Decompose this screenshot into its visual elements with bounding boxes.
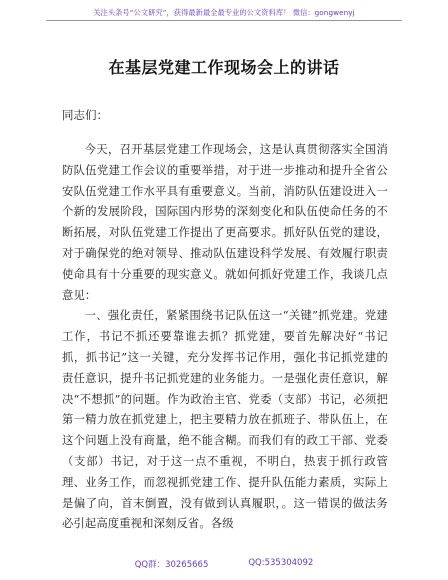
header-divider xyxy=(46,20,402,21)
footer-qq: QQ:535304092 xyxy=(248,558,314,568)
document-body xyxy=(62,140,388,535)
document-title: 在基层党建工作现场会上的讲话 xyxy=(108,58,340,77)
footer-contact xyxy=(0,558,448,570)
header-promo-note: 关注头条号“公文研究”，获得最新最全最专业的公文资料库！ 微信：gongwenyj xyxy=(93,8,355,17)
salutation: 同志们： xyxy=(62,108,108,122)
footer-qq-group: QQ群：30265665 xyxy=(134,560,209,570)
paragraph-intro: 今天，召开基层党建工作现场会，这是认真贯彻落实全国消防队伍党建工作会议的重要举措，对于进一步推动和提升全省公安队伍党建工作水平具有重要意义。当前，消防队伍建设进入一个新的发展阶段，国际国内形势的深刻变化和队伍使命任务的不断拓展，对队伍党建工作提出了更高要求。抓好队伍党的建设，对于确保党的绝对领导、推动队伍建设科学发展、有效履行职责使命具有十分重要的现实意义。就如何抓好党建工作，我谈几点意见： xyxy=(62,143,388,302)
paragraph-section-one: 一、强化责任，紧紧围绕书记队伍这一“关键”抓党建。党建工作，书记不抓还要靠谁去抓？抓党建，要首先解决好“书记抓，抓书记”这一关键，充分发挥书记作用，强化书记抓党建的责任意识，提升书记抓党建的业务能力。一是强化责任意识，解决“不想抓”的问题。作为政治主官、党委（支部）书记，必须把第一精力放在抓党建上，把主要精力放在抓班子、带队伍上，在这个问题上没有商量，绝不能含糊。而我们有的政工干部、党委（支部）书记，对于这一点不重视，不明白，热衷于抓行政管理、业务工作，而忽视抓党建工作、提升队伍能力素质，实际上是偏了向，首末倒置，没有做到认真履职，。这一错误的做法务必引起高度重视和深刻反省。各级 xyxy=(62,309,388,531)
